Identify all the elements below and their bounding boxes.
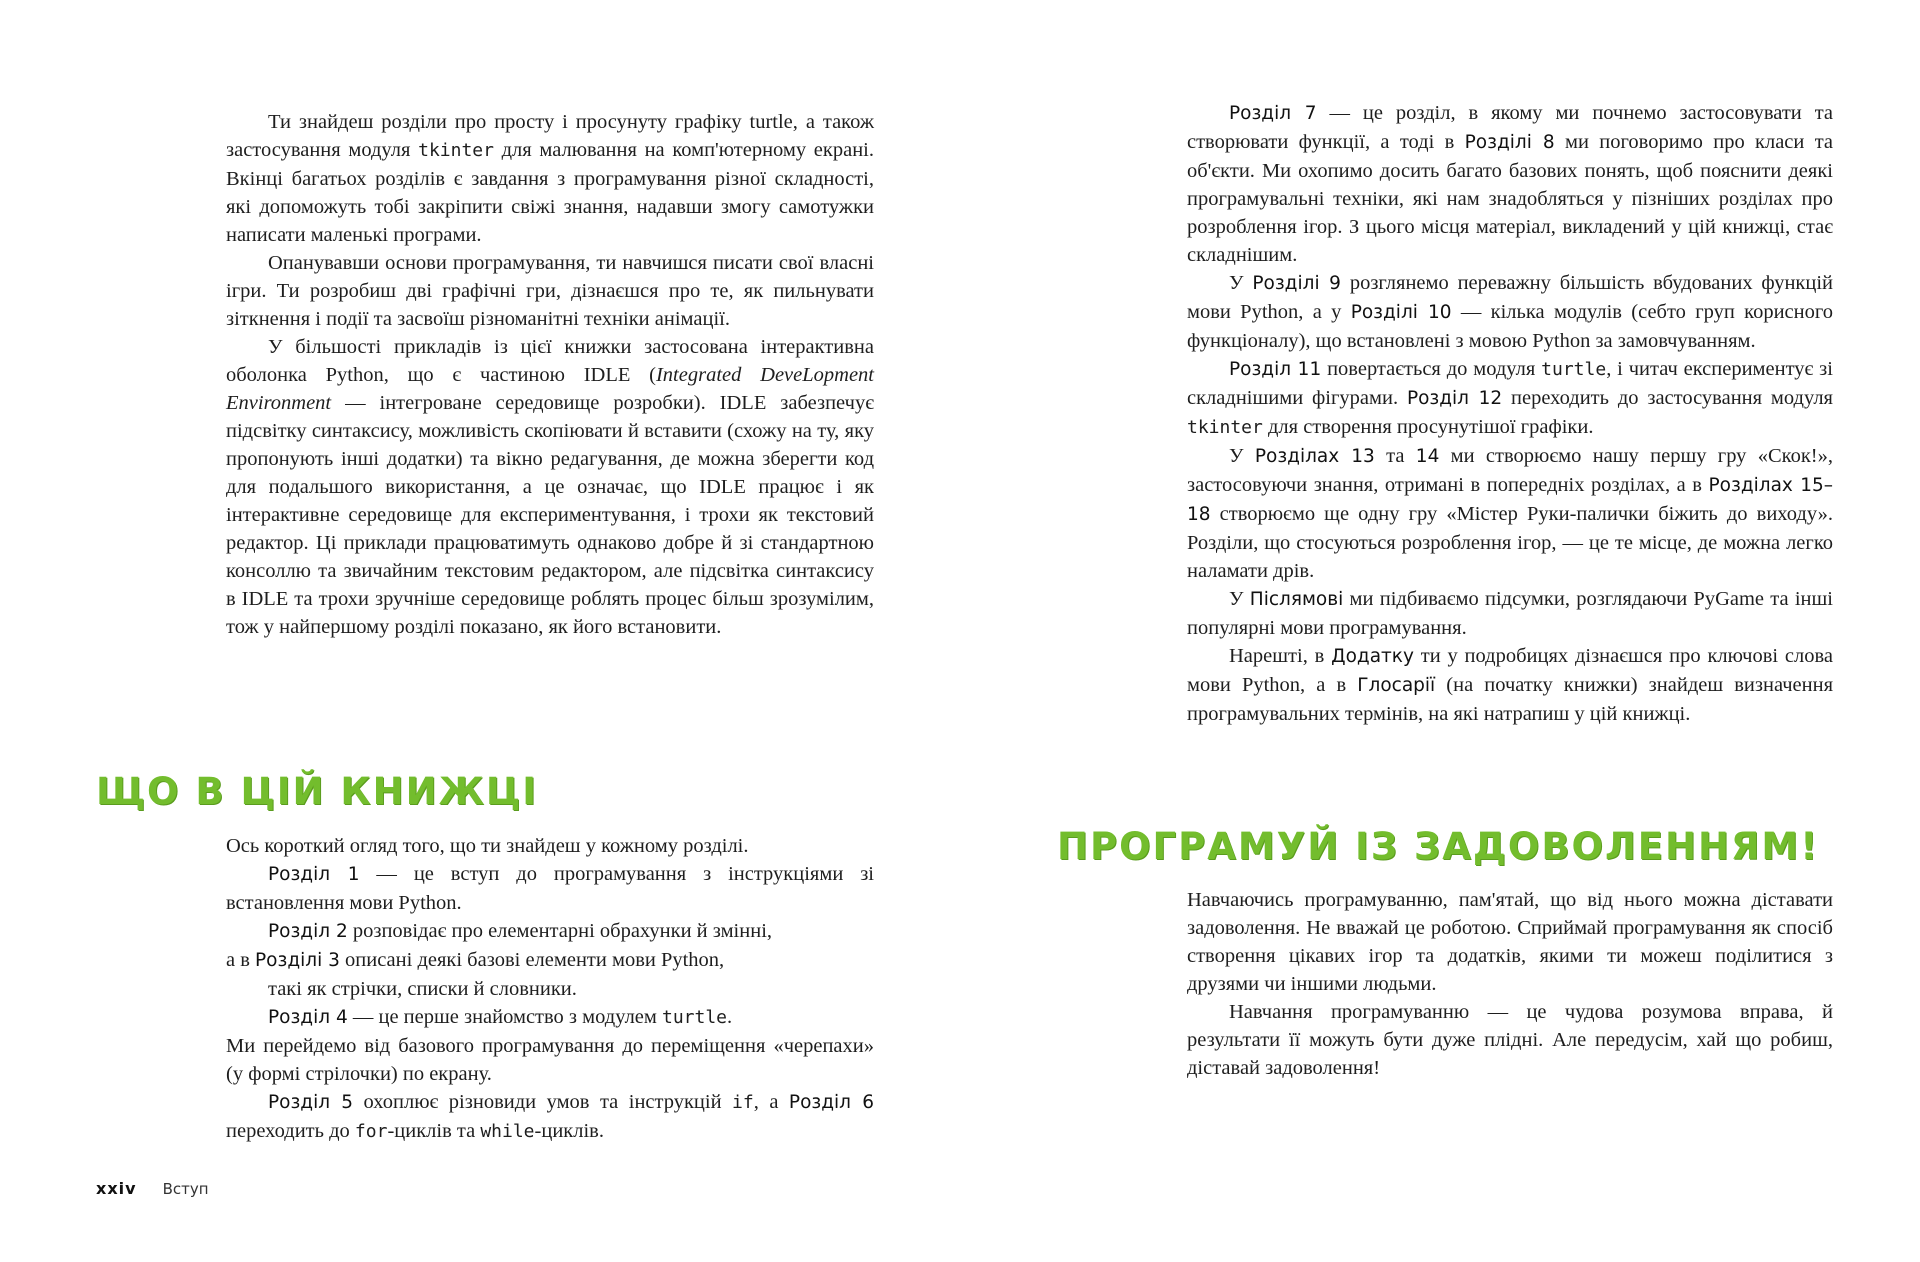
- chapter-1-summary: Розділ 1 — це вступ до програмування з інструкціями зі встановлення мови Python.: [226, 863, 874, 914]
- chapter-2-summary: Розділ 2 розповідає про елементарні обрахунки й змінні,: [268, 920, 773, 942]
- chapter-3-summary-cont: такі як стрічки, списки й словники.: [268, 978, 577, 1000]
- chapter-3-summary: а в Розділі 3 описані деякі базові елементи мови Python,: [226, 949, 725, 971]
- chapters-intro: Ось короткий огляд того, що ти знайдеш у кожному розділі.: [226, 835, 749, 857]
- chapter-4-summary-cont: Ми перейдемо від базового програмування до переміщення «черепахи» (у формі стрілочки) по екрану.: [226, 1035, 874, 1085]
- page-number: xxiv: [96, 1179, 137, 1198]
- afterword-summary: У Післямові ми підбиваємо підсумки, розглядаючи PyGame та інші популярні мови програмування.: [1187, 588, 1833, 639]
- heading-code-with-fun: ПРОГРАМУЙ ІЗ ЗАДОВОЛЕННЯМ!: [1057, 825, 1820, 868]
- paragraph-fun-1: Навчаючись програмуванню, пам'ятай, що від нього можна діставати задоволення. Не вважай це роботою. Сприймай програмування як спосіб створення цікавих ігор та додатків, якими ти можеш поділитися з друзями чи іншими людьми.: [1187, 889, 1833, 995]
- right-column-fun: [1187, 886, 1833, 1082]
- section-name: Вступ: [162, 1180, 209, 1198]
- paragraph-idle: У більшості прикладів із цієї книжки застосована інтерактивна оболонка Python, що є частиною IDLE (Integrated DeveLopment Environment — інтегроване середовище розробки). IDLE забезпечує підсвітку синтаксису, можливість скопіювати й вставити (схожу на ту, яку пропонують інші додатки) та вікно редагування, де можна зберегти код для подальшого використання, а це означає, що IDLE працює і як інтерактивне середовище для експериментування, і трохи як текстовий редактор. Ці приклади працюватимуть однаково добре й зі стандартною консоллю та звичайним текстовим редактором, але підсвітка синтаксису в IDLE та трохи зручніше середовище роблять процес більш зрозумілим, тож у найпершому розділі показано, як його встановити.: [226, 336, 874, 638]
- left-column: [226, 108, 874, 641]
- heading-whats-in-book: ЩО В ЦІЙ КНИЖЦІ: [96, 770, 538, 813]
- paragraph-games: Опанувавши основи програмування, ти навчишся писати свої власні ігри. Ти розробиш дві графічні гри, дізнаєшся про те, як пильнувати зіткнення і події та засвоїш різноманітні техніки анімації.: [226, 252, 874, 330]
- right-column: [1187, 99, 1833, 728]
- chapter-13-18-summary: У Розділах 13 та 14 ми створюємо нашу першу гру «Скок!», застосовуючи знання, отримані в попередніх розділах, а в Розділах 15–18 створюємо ще одну гру «Містер Руки-палички біжить до виходу». Розділи, що стосуються розроблення ігор, — це те місце, де можна легко наламати дрів.: [1187, 445, 1834, 582]
- chapter-5-6-summary: Розділ 5 охоплює різновиди умов та інструкцій if, а Розділ 6 переходить до for-циклів та while-циклів.: [226, 1091, 874, 1142]
- page-footer: [96, 1179, 209, 1198]
- chapter-4-summary: Розділ 4 — це перше знайомство з модулем turtle.: [268, 1006, 733, 1028]
- code-tkinter: tkinter: [418, 140, 494, 161]
- left-column-chapters: [226, 832, 874, 1146]
- chapter-9-10-summary: У Розділі 9 розглянемо переважну більшість вбудованих функцій мови Python, а у Розділі 10 — кілька модулів (себто груп корисного функціоналу), що встановлені з мовою Python за замовчуванням.: [1187, 272, 1834, 352]
- paragraph-intro-graphics: Ти знайдеш розділи про просту і просунуту графіку turtle, а також застосування модуля tkinter для малювання на комп'ютерному екрані. Вкінці багатьох розділів є завдання з програмування різної складності, які допоможуть тобі закріпити свіжі знання, надавши змогу самотужки написати маленькі програми.: [226, 111, 874, 246]
- code-turtle: turtle: [662, 1007, 728, 1028]
- appendix-summary: Нарешті, в Додатку ти у подробицях дізнаєшся про ключові слова мови Python, а в Глосарії (на початку книжки) знайдеш визначення програмувальних термінів, на які натрапиш у цій книжці.: [1187, 645, 1834, 725]
- paragraph-fun-2: Навчання програмуванню — це чудова розумова вправа, й результати її можуть бути дуже плідні. Але передусім, хай що робиш, діставай задоволення!: [1187, 1001, 1833, 1079]
- chapter-11-12-summary: Розділ 11 повертається до модуля turtle, і читач експериментує зі складнішими фігурами. Розділ 12 переходить до застосування модуля tkinter для створення просунутішої графіки.: [1187, 358, 1833, 438]
- chapter-7-8-summary: Розділ 7 — це розділ, в якому ми почнемо застосовувати та створювати функції, а тоді в Розділі 8 ми поговоримо про класи та об'єкти. Ми охопимо досить багато базових понять, щоб пояснити деякі програмувальні техніки, які нам знадобляться у пізніших розділах про розроблення ігор. З цього місця матеріал, викладений у цій книжці, стає складнішим.: [1187, 102, 1834, 266]
